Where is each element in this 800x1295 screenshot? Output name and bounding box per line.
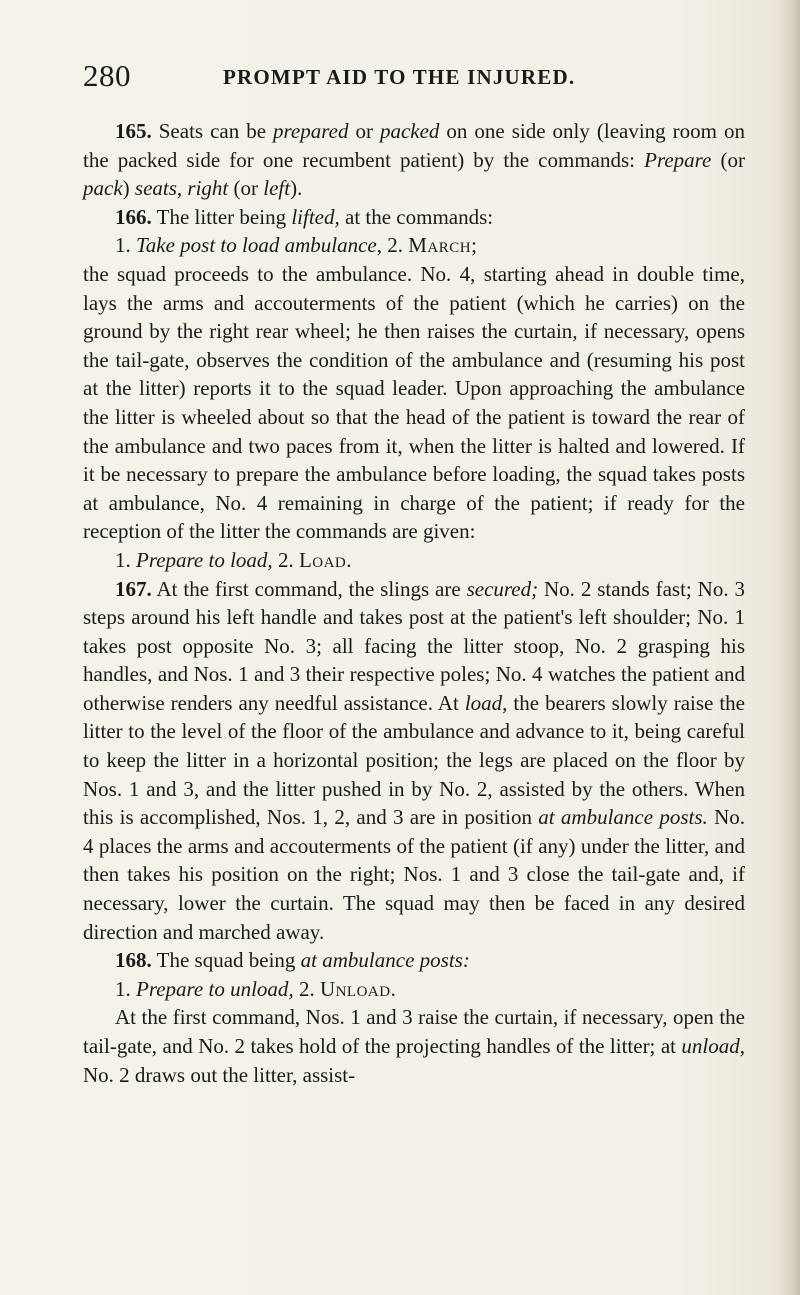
paragraph-165: 165. Seats can be prepared or packed on one side only (leaving room on the packed side for one recumbent patient) by the commands: Prepare (or pack) seats, right (or left).	[83, 119, 745, 201]
command-line: 1. Prepare to unload, 2. Unload.	[115, 976, 396, 1001]
paragraph-168: 168. The squad being at ambulance posts:	[115, 948, 470, 973]
running-head: PROMPT AID TO THE INJURED.	[223, 65, 576, 89]
paragraph-166-continued: the squad proceeds to the ambulance. No. 4, starting ahead in double time, lays the arms and accouterments of the patient (which he carries) on the ground by the right rear wheel; he then raises the curtain, if necessary, opens the tail-gate, observes the condition of the ambulance and (resuming his post at the litter) reports it to the squad leader. Upon approaching the ambulance the litter is wheeled about so that the head of the patient is toward the rear of the ambulance and two paces from it, when the litter is halted and lowered. If it be necessary to prepare the ambulance before loading, the squad takes posts at ambulance, No. 4 remaining in charge of the patient; if ready for the reception of the litter the commands are given:	[83, 261, 745, 544]
section-number: 167.	[115, 576, 152, 601]
command-line: 1. Prepare to load, 2. Load.	[115, 547, 352, 572]
paragraph-166: 166. The litter being lifted, at the commands:	[115, 204, 494, 229]
page-edge-shadow	[778, 0, 800, 1295]
section-number: 168.	[115, 948, 152, 973]
section-number: 166.	[115, 204, 152, 229]
paragraph-168-continued: At the first command, Nos. 1 and 3 raise the curtain, if necessary, open the tail-gate, and No. 2 takes hold of the projecting handles of the litter; at unload, No. 2 draws out the litter, assist-	[83, 1005, 745, 1087]
page-header	[83, 58, 743, 98]
page-number: 280	[83, 58, 131, 93]
paragraph-167: 167. At the first command, the slings are secured; No. 2 stands fast; No. 3 steps around his left handle and takes post at the patient's left shoulder; No. 1 takes post opposite No. 3; all facing the litter stoop, No. 2 grasping his handles, and Nos. 1 and 3 their respective poles; No. 4 watches the patient and otherwise renders any needful assistance. At load, the bearers slowly raise the litter to the level of the floor of the ambulance and advance to it, being careful to keep the litter in a horizontal position; the legs are placed on the floor by Nos. 1 and 3, and the litter pushed in by No. 2, assisted by the others. When this is accomplished, Nos. 1, 2, and 3 are in position at ambulance posts. No. 4 places the arms and accouterments of the patient (if any) under the litter, and then takes his position on the right; Nos. 1 and 3 close the tail-gate and, if necessary, lower the curtain. The squad may then be faced in any desired direction and marched away.	[83, 576, 745, 944]
command-line: 1. Take post to load ambulance, 2. March;	[115, 233, 477, 258]
section-number: 165.	[115, 119, 152, 143]
body-text	[83, 117, 745, 1089]
